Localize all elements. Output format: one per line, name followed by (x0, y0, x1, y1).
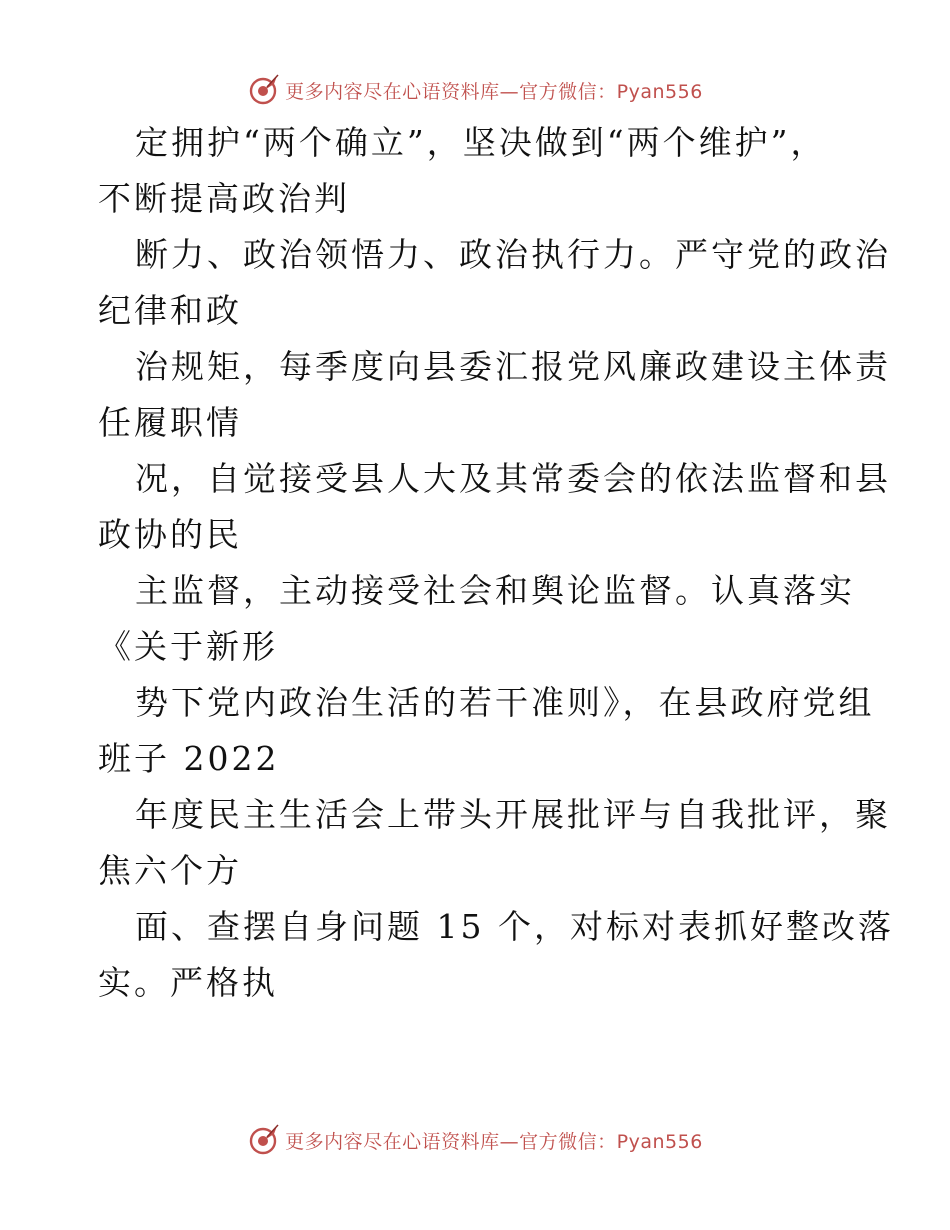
banner-text: 更多内容尽在心语资料库—官方微信：Pyan556 (285, 1130, 703, 1153)
paragraph-line: 定拥护“两个确立”，坚决做到“两个维护”， (135, 123, 827, 162)
paragraph-line: 任履职情 (98, 403, 242, 442)
paragraph (98, 339, 891, 451)
paragraph-line: 焦六个方 (98, 851, 242, 890)
paragraph-line: 治规矩，每季度向县委汇报党风廉政建设主体责 (135, 347, 891, 386)
paragraph (98, 451, 891, 563)
paragraph (98, 115, 858, 227)
document-body (98, 115, 894, 1011)
paragraph-line: 主监督，主动接受社会和舆论监督。认真落实 (135, 571, 855, 610)
banner-text: 更多内容尽在心语资料库—官方微信：Pyan556 (285, 80, 703, 103)
header-banner (0, 70, 950, 110)
paragraph (98, 675, 875, 787)
paragraph (98, 563, 858, 675)
paragraph-line: 势下党内政治生活的若干准则》，在县政府党组 (135, 683, 875, 722)
paragraph-line: 年度民主生活会上带头开展批评与自我批评，聚 (135, 795, 891, 834)
paragraph (98, 787, 891, 899)
paragraph (98, 227, 891, 339)
paragraph-line: 面、查摆自身问题 15 个，对标对表抓好整改落 (135, 907, 894, 946)
quill-logo-icon (247, 73, 281, 107)
paragraph-line: 况，自觉接受县人大及其常委会的依法监督和县 (135, 459, 891, 498)
paragraph-line: 政协的民 (98, 515, 242, 554)
paragraph-line: 实。严格执 (98, 963, 278, 1002)
paragraph-line: 《关于新形 (98, 627, 278, 666)
paragraph-line: 班子 2022 (98, 739, 280, 778)
quill-logo-icon (247, 1123, 281, 1157)
paragraph-line: 断力、政治领悟力、政治执行力。严守党的政治 (135, 235, 891, 274)
footer-banner (0, 1120, 950, 1160)
paragraph-line: 纪律和政 (98, 291, 242, 330)
paragraph (98, 899, 894, 1011)
paragraph-line: 不断提高政治判 (98, 179, 350, 218)
